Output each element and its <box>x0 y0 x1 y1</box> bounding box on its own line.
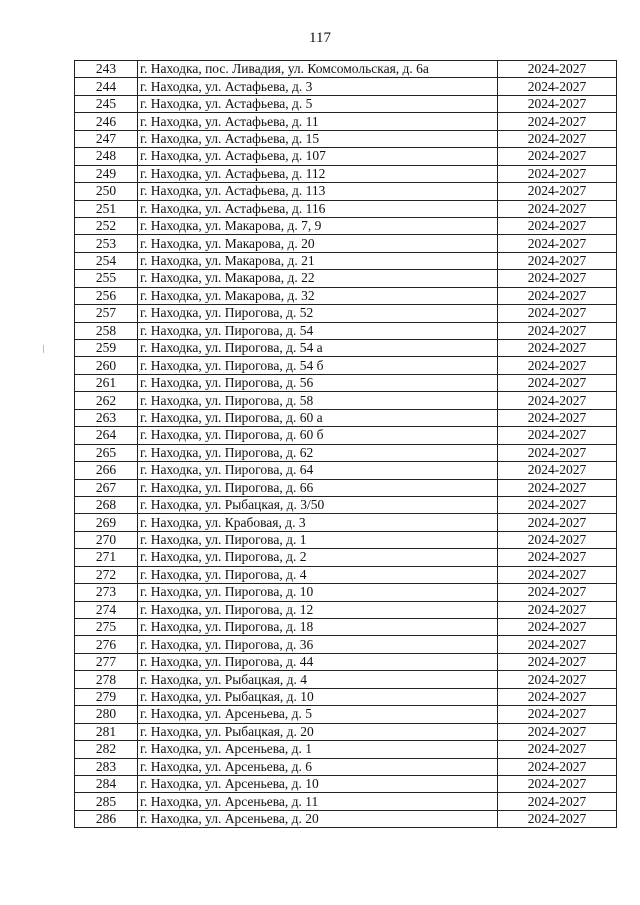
row-number-cell: 272 <box>75 566 138 583</box>
table-row <box>75 200 617 217</box>
period-cell: 2024-2027 <box>498 653 617 670</box>
row-number-cell: 265 <box>75 444 138 461</box>
row-number-cell: 252 <box>75 217 138 234</box>
address-cell: г. Находка, ул. Пирогова, д. 18 <box>138 619 498 636</box>
row-number-cell: 270 <box>75 531 138 548</box>
row-number-cell: 283 <box>75 758 138 775</box>
row-number-cell: 256 <box>75 287 138 304</box>
address-cell: г. Находка, ул. Пирогова, д. 54 б <box>138 357 498 374</box>
row-number-cell: 284 <box>75 775 138 792</box>
address-cell: г. Находка, ул. Арсеньева, д. 20 <box>138 810 498 827</box>
address-cell: г. Находка, ул. Астафьева, д. 112 <box>138 165 498 182</box>
address-table <box>74 60 617 828</box>
row-number-cell: 246 <box>75 113 138 130</box>
scan-artifact <box>43 345 44 353</box>
period-cell: 2024-2027 <box>498 322 617 339</box>
period-cell: 2024-2027 <box>498 340 617 357</box>
period-cell: 2024-2027 <box>498 775 617 792</box>
row-number-cell: 245 <box>75 95 138 112</box>
table-row <box>75 165 617 182</box>
table-row <box>75 775 617 792</box>
table-row <box>75 270 617 287</box>
period-cell: 2024-2027 <box>498 601 617 618</box>
period-cell: 2024-2027 <box>498 165 617 182</box>
table-row <box>75 183 617 200</box>
period-cell: 2024-2027 <box>498 636 617 653</box>
row-number-cell: 269 <box>75 514 138 531</box>
table-row <box>75 322 617 339</box>
period-cell: 2024-2027 <box>498 584 617 601</box>
address-cell: г. Находка, ул. Пирогова, д. 2 <box>138 549 498 566</box>
address-cell: г. Находка, ул. Пирогова, д. 60 б <box>138 427 498 444</box>
address-cell: г. Находка, ул. Пирогова, д. 58 <box>138 392 498 409</box>
row-number-cell: 263 <box>75 409 138 426</box>
period-cell: 2024-2027 <box>498 706 617 723</box>
table-row <box>75 357 617 374</box>
row-number-cell: 262 <box>75 392 138 409</box>
address-cell: г. Находка, ул. Пирогова, д. 4 <box>138 566 498 583</box>
row-number-cell: 249 <box>75 165 138 182</box>
period-cell: 2024-2027 <box>498 723 617 740</box>
address-cell: г. Находка, ул. Пирогова, д. 1 <box>138 531 498 548</box>
table-row <box>75 148 617 165</box>
row-number-cell: 274 <box>75 601 138 618</box>
period-cell: 2024-2027 <box>498 758 617 775</box>
table-row <box>75 810 617 827</box>
row-number-cell: 255 <box>75 270 138 287</box>
table-row <box>75 653 617 670</box>
period-cell: 2024-2027 <box>498 514 617 531</box>
period-cell: 2024-2027 <box>498 357 617 374</box>
row-number-cell: 276 <box>75 636 138 653</box>
period-cell: 2024-2027 <box>498 496 617 513</box>
row-number-cell: 248 <box>75 148 138 165</box>
row-number-cell: 278 <box>75 671 138 688</box>
row-number-cell: 281 <box>75 723 138 740</box>
table-row <box>75 619 617 636</box>
table-row <box>75 514 617 531</box>
address-cell: г. Находка, ул. Крабовая, д. 3 <box>138 514 498 531</box>
address-cell: г. Находка, ул. Астафьева, д. 15 <box>138 130 498 147</box>
table-row <box>75 462 617 479</box>
period-cell: 2024-2027 <box>498 409 617 426</box>
period-cell: 2024-2027 <box>498 549 617 566</box>
table-row <box>75 287 617 304</box>
table-row <box>75 305 617 322</box>
table-row <box>75 130 617 147</box>
table-row <box>75 113 617 130</box>
table-row <box>75 479 617 496</box>
address-cell: г. Находка, ул. Макарова, д. 21 <box>138 252 498 269</box>
row-number-cell: 273 <box>75 584 138 601</box>
page-number: 117 <box>309 30 331 46</box>
row-number-cell: 260 <box>75 357 138 374</box>
period-cell: 2024-2027 <box>498 148 617 165</box>
row-number-cell: 259 <box>75 340 138 357</box>
address-cell: г. Находка, ул. Астафьева, д. 116 <box>138 200 498 217</box>
period-cell: 2024-2027 <box>498 287 617 304</box>
period-cell: 2024-2027 <box>498 183 617 200</box>
period-cell: 2024-2027 <box>498 217 617 234</box>
table-row <box>75 235 617 252</box>
address-cell: г. Находка, ул. Макарова, д. 22 <box>138 270 498 287</box>
address-cell: г. Находка, ул. Макарова, д. 7, 9 <box>138 217 498 234</box>
address-cell: г. Находка, ул. Пирогова, д. 62 <box>138 444 498 461</box>
row-number-cell: 261 <box>75 374 138 391</box>
period-cell: 2024-2027 <box>498 61 617 78</box>
address-cell: г. Находка, ул. Астафьева, д. 107 <box>138 148 498 165</box>
table-row <box>75 374 617 391</box>
address-cell: г. Находка, ул. Астафьева, д. 5 <box>138 95 498 112</box>
table-row <box>75 688 617 705</box>
period-cell: 2024-2027 <box>498 200 617 217</box>
period-cell: 2024-2027 <box>498 235 617 252</box>
row-number-cell: 253 <box>75 235 138 252</box>
row-number-cell: 286 <box>75 810 138 827</box>
table-row <box>75 340 617 357</box>
row-number-cell: 280 <box>75 706 138 723</box>
row-number-cell: 244 <box>75 78 138 95</box>
table-row <box>75 758 617 775</box>
period-cell: 2024-2027 <box>498 444 617 461</box>
table-row <box>75 61 617 78</box>
period-cell: 2024-2027 <box>498 688 617 705</box>
row-number-cell: 251 <box>75 200 138 217</box>
address-cell: г. Находка, ул. Пирогова, д. 54 а <box>138 340 498 357</box>
row-number-cell: 285 <box>75 793 138 810</box>
period-cell: 2024-2027 <box>498 671 617 688</box>
table-row <box>75 252 617 269</box>
period-cell: 2024-2027 <box>498 566 617 583</box>
table-row <box>75 706 617 723</box>
address-cell: г. Находка, ул. Астафьева, д. 113 <box>138 183 498 200</box>
address-cell: г. Находка, ул. Астафьева, д. 11 <box>138 113 498 130</box>
table-row <box>75 217 617 234</box>
period-cell: 2024-2027 <box>498 95 617 112</box>
address-cell: г. Находка, ул. Арсеньева, д. 6 <box>138 758 498 775</box>
address-cell: г. Находка, ул. Арсеньева, д. 10 <box>138 775 498 792</box>
row-number-cell: 279 <box>75 688 138 705</box>
period-cell: 2024-2027 <box>498 252 617 269</box>
address-cell: г. Находка, ул. Пирогова, д. 56 <box>138 374 498 391</box>
period-cell: 2024-2027 <box>498 78 617 95</box>
table-row <box>75 496 617 513</box>
address-cell: г. Находка, ул. Астафьева, д. 3 <box>138 78 498 95</box>
address-cell: г. Находка, ул. Пирогова, д. 10 <box>138 584 498 601</box>
address-cell: г. Находка, ул. Пирогова, д. 12 <box>138 601 498 618</box>
row-number-cell: 267 <box>75 479 138 496</box>
period-cell: 2024-2027 <box>498 130 617 147</box>
row-number-cell: 257 <box>75 305 138 322</box>
address-cell: г. Находка, ул. Пирогова, д. 52 <box>138 305 498 322</box>
address-cell: г. Находка, ул. Пирогова, д. 44 <box>138 653 498 670</box>
row-number-cell: 247 <box>75 130 138 147</box>
period-cell: 2024-2027 <box>498 462 617 479</box>
address-cell: г. Находка, ул. Пирогова, д. 36 <box>138 636 498 653</box>
period-cell: 2024-2027 <box>498 479 617 496</box>
period-cell: 2024-2027 <box>498 619 617 636</box>
table-row <box>75 95 617 112</box>
table-row <box>75 409 617 426</box>
period-cell: 2024-2027 <box>498 793 617 810</box>
table-row <box>75 549 617 566</box>
table-row <box>75 741 617 758</box>
table-row <box>75 636 617 653</box>
row-number-cell: 243 <box>75 61 138 78</box>
address-cell: г. Находка, ул. Макарова, д. 32 <box>138 287 498 304</box>
period-cell: 2024-2027 <box>498 427 617 444</box>
address-cell: г. Находка, ул. Рыбацкая, д. 3/50 <box>138 496 498 513</box>
address-table-body <box>75 61 617 828</box>
row-number-cell: 264 <box>75 427 138 444</box>
address-cell: г. Находка, ул. Арсеньева, д. 11 <box>138 793 498 810</box>
table-row <box>75 566 617 583</box>
period-cell: 2024-2027 <box>498 531 617 548</box>
row-number-cell: 277 <box>75 653 138 670</box>
row-number-cell: 268 <box>75 496 138 513</box>
row-number-cell: 282 <box>75 741 138 758</box>
address-cell: г. Находка, ул. Рыбацкая, д. 20 <box>138 723 498 740</box>
address-cell: г. Находка, ул. Арсеньева, д. 1 <box>138 741 498 758</box>
period-cell: 2024-2027 <box>498 374 617 391</box>
row-number-cell: 275 <box>75 619 138 636</box>
table-row <box>75 584 617 601</box>
table-row <box>75 601 617 618</box>
row-number-cell: 258 <box>75 322 138 339</box>
address-cell: г. Находка, ул. Пирогова, д. 66 <box>138 479 498 496</box>
table-row <box>75 723 617 740</box>
address-cell: г. Находка, ул. Пирогова, д. 64 <box>138 462 498 479</box>
table-row <box>75 444 617 461</box>
period-cell: 2024-2027 <box>498 392 617 409</box>
period-cell: 2024-2027 <box>498 113 617 130</box>
address-cell: г. Находка, ул. Арсеньева, д. 5 <box>138 706 498 723</box>
period-cell: 2024-2027 <box>498 270 617 287</box>
period-cell: 2024-2027 <box>498 741 617 758</box>
table-row <box>75 392 617 409</box>
table-row <box>75 78 617 95</box>
address-cell: г. Находка, пос. Ливадия, ул. Комсомольская, д. 6а <box>138 61 498 78</box>
row-number-cell: 254 <box>75 252 138 269</box>
address-cell: г. Находка, ул. Пирогова, д. 54 <box>138 322 498 339</box>
table-row <box>75 531 617 548</box>
row-number-cell: 271 <box>75 549 138 566</box>
row-number-cell: 266 <box>75 462 138 479</box>
row-number-cell: 250 <box>75 183 138 200</box>
period-cell: 2024-2027 <box>498 810 617 827</box>
table-row <box>75 671 617 688</box>
period-cell: 2024-2027 <box>498 305 617 322</box>
table-row <box>75 793 617 810</box>
table-row <box>75 427 617 444</box>
address-cell: г. Находка, ул. Пирогова, д. 60 а <box>138 409 498 426</box>
address-cell: г. Находка, ул. Рыбацкая, д. 10 <box>138 688 498 705</box>
address-cell: г. Находка, ул. Макарова, д. 20 <box>138 235 498 252</box>
address-cell: г. Находка, ул. Рыбацкая, д. 4 <box>138 671 498 688</box>
